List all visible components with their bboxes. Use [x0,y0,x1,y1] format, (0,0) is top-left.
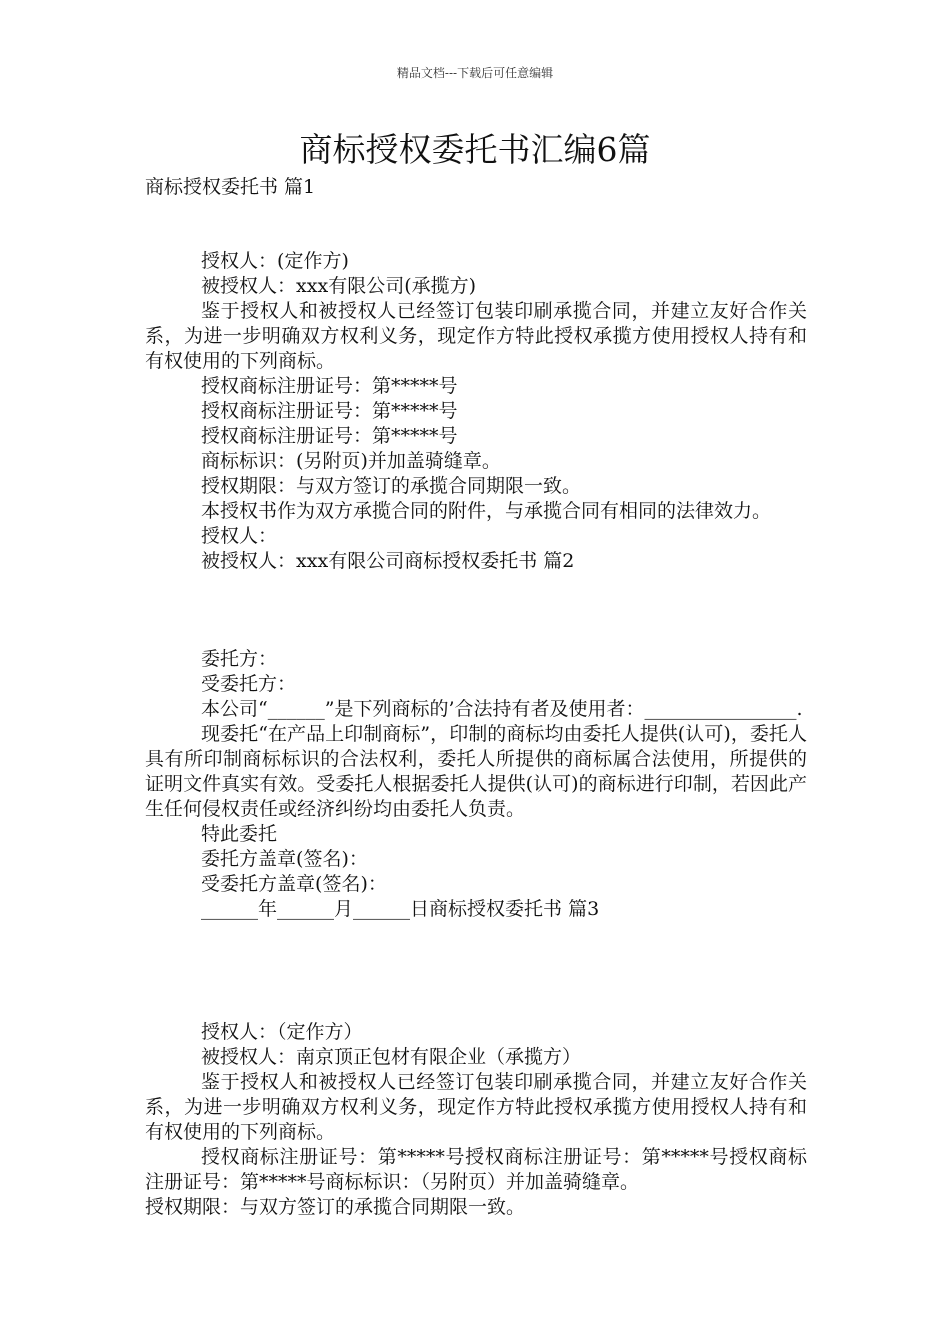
paragraph: 本公司“______”是下列商标的’合法持有者及使用者：________________. [201,698,803,720]
paragraph: 授权人： [201,525,278,547]
section-2-body [145,647,807,922]
paragraph: 授权期限：与双方签订的承揽合同期限一致。 [201,475,582,497]
paragraph: 商标标识：(另附页)并加盖骑缝章。 [201,450,501,472]
section-1-body [145,249,807,574]
paragraph: 委托方： [201,648,278,670]
paragraph: 被授权人：xxx有限公司(承揽方) [201,275,477,297]
paragraph: ______年______月______日商标授权委托书 篇3 [201,898,600,920]
paragraph: 委托方盖章(签名)： [201,848,368,870]
paragraph: 受委托方： [201,673,297,695]
page-header-watermark: 精品文档---下载后可任意编辑 [396,66,554,80]
section-1-heading: 商标授权委托书 篇1 [145,176,316,198]
paragraph: 特此委托 [201,823,278,845]
paragraph: 受委托方盖章(签名)： [201,873,387,895]
paragraph: 被授权人：南京顶正包材有限企业（承揽方） [201,1046,582,1068]
paragraph: 授权人：(定作方) [201,250,349,272]
document-title: 商标授权委托书汇编6篇 [299,130,651,169]
paragraph: 本授权书作为双方承揽合同的附件，与承揽合同有相同的法律效力。 [201,500,772,522]
paragraph: 鉴于授权人和被授权人已经签订包装印刷承揽合同，并建立友好合作关系，为进一步明确双方权利义务，现定作方特此授权承揽方使用授权人持有和有权使用的下列商标。 [145,300,807,372]
paragraph: 被授权人：xxx有限公司商标授权委托书 篇2 [201,550,575,572]
paragraph: 现委托“在产品上印制商标”，印制的商标均由委托人提供(认可)，委托人具有所印制商标标识的合法权利，委托人所提供的商标属合法使用，所提供的证明文件真实有效。受委托人根据委托人提供(认可)的商标进行印制，若因此产生任何侵权责任或经济纠纷均由委托人负责。 [145,723,807,820]
paragraph: 授权人：（定作方） [201,1021,363,1043]
paragraph: 鉴于授权人和被授权人已经签订包装印刷承揽合同，并建立友好合作关系，为进一步明确双方权利义务，现定作方特此授权承揽方使用授权人持有和有权使用的下列商标。 [145,1071,807,1143]
paragraph: 授权商标注册证号：第*****号授权商标注册证号：第*****号授权商标注册证号：第*****号商标标识：（另附页）并加盖骑缝章。 [145,1146,807,1193]
paragraph: 授权商标注册证号：第*****号 [201,400,458,422]
section-3-body [145,1020,807,1220]
paragraph: 授权商标注册证号：第*****号 [201,425,458,447]
paragraph: 授权期限：与双方签订的承揽合同期限一致。 [145,1196,526,1218]
paragraph: 授权商标注册证号：第*****号 [201,375,458,397]
